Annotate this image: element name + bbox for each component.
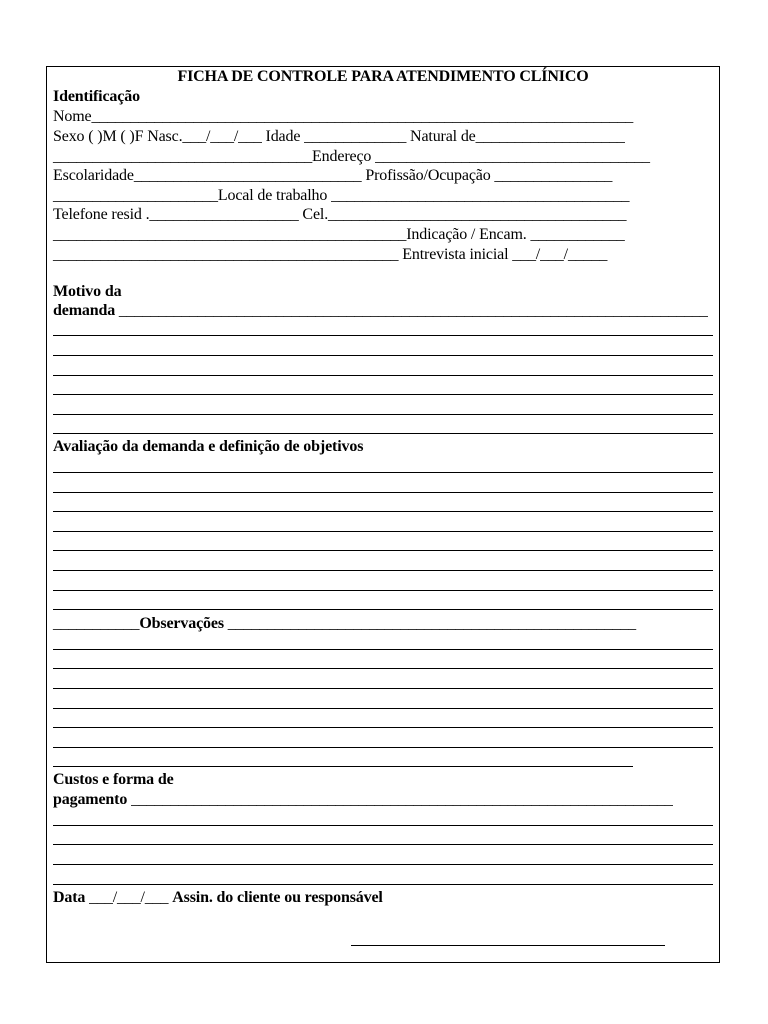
avaliacao-line[interactable]	[53, 492, 713, 493]
custos-line[interactable]	[53, 825, 713, 826]
form-title: FICHA DE CONTROLE PARA ATENDIMENTO CLÍNICO	[177, 68, 589, 85]
observacoes-label: Observações	[139, 615, 224, 632]
motivo-label-line2: demanda	[53, 302, 116, 319]
local-trabalho-field[interactable]: _____________________Local de trabalho ______________________________________	[53, 187, 630, 204]
nome-field[interactable]: Nome_____________________________________________________________________	[53, 108, 634, 125]
motivo-line[interactable]	[53, 414, 713, 415]
observacoes-line[interactable]	[53, 727, 713, 728]
observacoes-line[interactable]	[53, 668, 713, 669]
observacoes-line[interactable]	[53, 688, 713, 689]
observacoes-line[interactable]	[53, 747, 713, 748]
avaliacao-line[interactable]	[53, 609, 713, 610]
avaliacao-line[interactable]	[53, 531, 713, 532]
observacoes-line[interactable]	[53, 708, 713, 709]
data-label: Data	[53, 889, 86, 906]
escolaridade-profissao-field[interactable]: Escolaridade_____________________________ Profissão/Ocupação _______________	[53, 167, 613, 184]
data-assinatura-field[interactable]	[53, 888, 383, 907]
observacoes-lead: ___________	[53, 615, 140, 632]
motivo-fill: ___________________________________________________________________________	[115, 302, 708, 319]
motivo-label: Motivo da	[53, 283, 122, 300]
telefone-cel-field[interactable]: Telefone resid .___________________ Cel.______________________________________	[53, 206, 627, 223]
avaliacao-line[interactable]	[53, 590, 713, 591]
motivo-line[interactable]	[53, 335, 713, 336]
observacoes-line[interactable]	[53, 649, 713, 650]
indicacao-field[interactable]: _____________________________________________Indicação / Encam. ____________	[53, 226, 625, 243]
custos-line[interactable]	[53, 844, 713, 845]
endereco-field[interactable]: _________________________________Endereço ___________________________________	[53, 148, 650, 165]
custos-pagamento-field[interactable]	[53, 790, 673, 809]
avaliacao-heading: Avaliação da demanda e definição de objetivos	[53, 438, 364, 455]
custos-line[interactable]	[53, 884, 713, 885]
signature-line[interactable]	[351, 945, 665, 946]
avaliacao-line[interactable]	[53, 472, 713, 473]
motivo-line[interactable]	[53, 394, 713, 395]
avaliacao-line[interactable]	[53, 550, 713, 551]
motivo-demanda-field[interactable]	[53, 301, 708, 320]
avaliacao-line[interactable]	[53, 511, 713, 512]
sexo-nasc-idade-natural-field[interactable]: Sexo ( )M ( )F Nasc.___/___/___ Idade _____________ Natural de___________________	[53, 128, 625, 145]
motivo-line[interactable]	[53, 375, 713, 376]
motivo-line[interactable]	[53, 433, 713, 434]
section-identificacao-heading: Identificação	[53, 88, 140, 105]
entrevista-inicial-field[interactable]: ____________________________________________ Entrevista inicial ___/___/_____	[53, 246, 608, 263]
observacoes-fill: ____________________________________________________	[223, 615, 636, 632]
assinatura-label: Assin. do cliente ou responsável	[172, 889, 383, 906]
custos-line[interactable]	[53, 864, 713, 865]
custos-fill: _____________________________________________________________________	[127, 791, 673, 808]
data-fill: ___/___/___	[85, 889, 173, 906]
custos-label-line2: pagamento	[53, 791, 128, 808]
custos-label: Custos e forma de	[53, 771, 174, 788]
motivo-line[interactable]	[53, 355, 713, 356]
observacoes-field[interactable]	[53, 614, 636, 633]
avaliacao-line[interactable]	[53, 570, 713, 571]
observacoes-line[interactable]	[53, 766, 633, 767]
